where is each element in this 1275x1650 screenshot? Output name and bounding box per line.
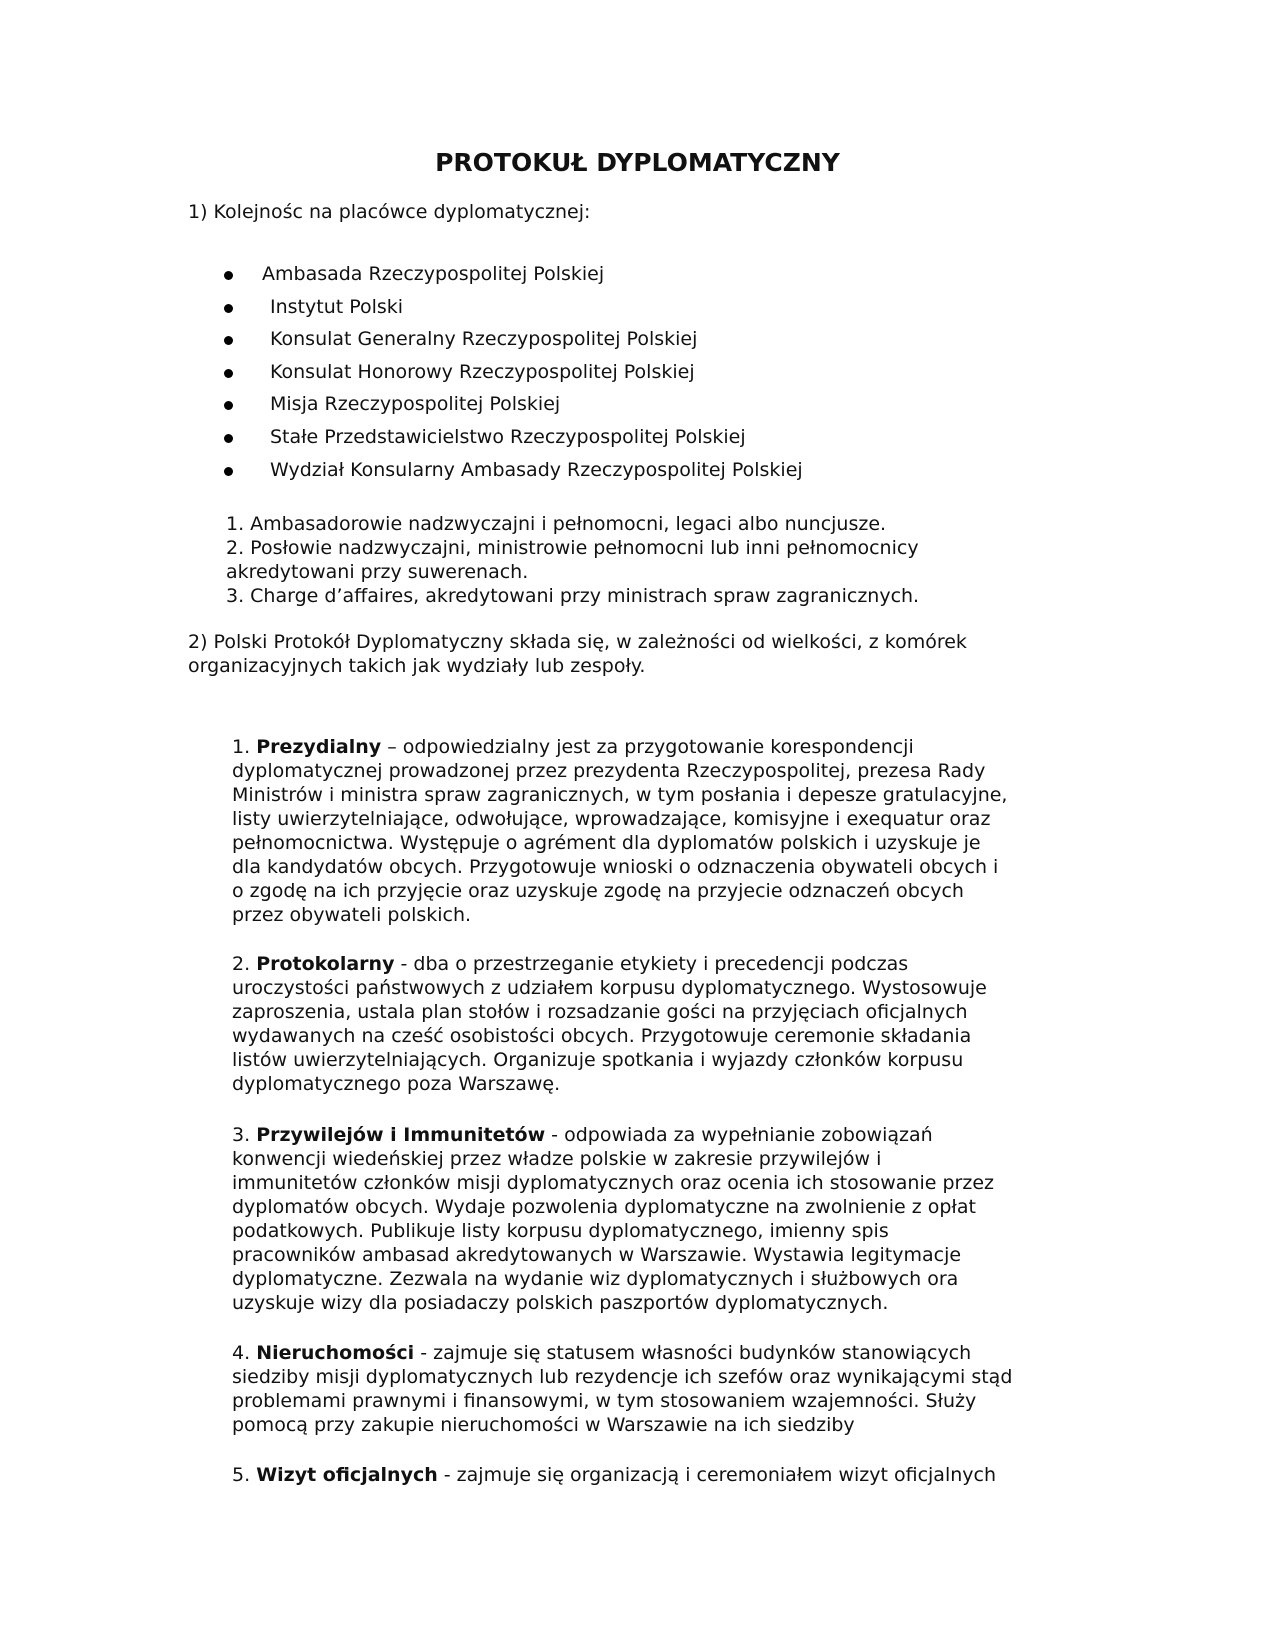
page-title: PROTOKUŁ DYPLOMATYCZNY	[435, 148, 840, 177]
bullet-icon	[224, 467, 233, 476]
numbered-line: akredytowani przy suwerenach.	[226, 561, 529, 583]
unit-protokolarny: 2. Protokolarny - dba o przestrzeganie etykiety i precedencji podczas uroczystości państwowych z udziałem korpusu dyplomatycznego. Wystosowuje zaproszenia, ustala plan stołów i rozsadzanie gości na przyjęciach oficjalnych wydawanych na cześć osobistości obcych. Przygotowuje ceremonie składania listów uwierzytelniających. Organizuje spotkania i wyjazdy członków korpusu dyplomatycznego poza Warszawę.	[232, 953, 987, 1095]
intro-line: 2) Polski Protokół Dyplomatyczny składa się, w zależności od wielkości, z komórek	[188, 631, 967, 653]
section1-heading: 1) Kolejnośc na placówce dyplomatycznej:	[188, 201, 591, 223]
bullet-icon	[224, 336, 233, 345]
unit-name: Nieruchomości	[256, 1342, 415, 1364]
bullet-icon	[224, 271, 233, 280]
unit-nieruchomosci: 4. Nieruchomości - zajmuje się statusem własności budynków stanowiących siedziby misji dyplomatycznych lub rezydencje ich szefów oraz wynikającymi stąd problemami prawnymi i finansowymi, w tym stosowaniem wzajemności. Służy pomocą przy zakupie nieruchomości w Warszawie na ich siedziby	[232, 1342, 1013, 1436]
intro-line: organizacyjnych takich jak wydziały lub zespoły.	[188, 655, 646, 677]
numbered-line: 2. Posłowie nadzwyczajni, ministrowie pełnomocni lub inni pełnomocnicy	[226, 537, 919, 559]
unit-name: Prezydialny	[256, 736, 382, 758]
document-page: PROTOKUŁ DYPLOMATYCZNY 1) Kolejnośc na placówce dyplomatycznej: Ambasada Rzeczypospolitej Polskiej Instytut Polski Konsulat Generalny Rzeczypospolitej Polskiej Konsulat Honorowy Rzeczypospolitej Polskiej Misja Rzeczypospolitej Polskiej Stałe Przedstawicielstwo Rzeczypospolitej Polskiej Wydział Konsularny Ambasady Rzeczypospolitej Polskiej 1. Ambasadorowie nadzwyczajni i pełnomocni, legaci albo nuncjusze. 2. Posłowie nadzwyczajni, ministrowie pełnomocni lub inni pełnomocnicy akredytowani przy suwerenach. 3. Charge d’affaires, akredytowani przy ministrach spraw zagranicznych. 2) Polski Protokół Dyplomatyczny składa się, w zależności od wielkości, z komórek organizacyjnych takich jak wydziały lub zespoły. 1. Prezydialny – odpowiedzialny jest za przygotowanie korespondencji dyplomatycznej prowadzonej przez prezydenta Rzeczypospolitej, prezesa Rady Ministrów i ministra spraw zagranicznych, w tym posłania i depesze gratulacyjne, listy uwierzytelniające, odwołujące, wprowadzające, komisyjne i exequatur oraz pełnomocnictwa. Występuje o agrément dla dyplomatów polskich i uzyskuje je dla kandydatów obcych. Przygotowuje wnioski o odznaczenia obywateli obcych i o zgodę na ich przyjęcie oraz uzyskuje zgodę na przyjecie odznaczeń obcych przez obywateli polskich. 2. Protokolarny - dba o przestrzeganie etykiety i precedencji podczas uroczystości państwowych z udziałem korpusu dyplomatycznego. Wystosowuje zaproszenia, ustala plan stołów i rozsadzanie gości na przyjęciach oficjalnych wydawanych na cześć osobistości obcych. Przygotowuje ceremonie składania listów uwierzytelniających. Organizuje spotkania i wyjazdy członków korpusu dyplomatycznego poza Warszawę. 3. Przywilejów i Immunitetów - odpowiada za wypełnianie zobowiązań konwencji wiedeńskiej przez władze polskie w zakresie przywilejów i immunitetów członków misji dyplomatycznych oraz ocenia ich stosowanie przez dyplomatów obcych. Wydaje pozwolenia dyplomatyczne na zwolnienie z opłat podatkowych. Publikuje listy korpusu dyplomatycznego, imienny spis pracowników ambasad akredytowanych w Warszawie. Wystawia legitymacje dyplomatyczne. Zezwala na wydanie wiz dyplomatycznych i służbowych ora uzyskuje wizy dla posiadaczy polskich paszportów dyplomatycznych. 4. Nieruchomości - zajmuje się statusem własności budynków stanowiących siedziby misji dyplomatycznych lub rezydencje ich szefów oraz wynikającymi stąd problemami prawnymi i finansowymi, w tym stosowaniem wzajemności. Służy pomocą przy zakupie nieruchomości w Warszawie na ich siedziby 5. Wizyt oficjalnych - zajmuje się organizacją i ceremoniałem wizyt oficjalnych	[0, 0, 1275, 1650]
unit-name: Protokolarny	[256, 953, 395, 975]
bullet-icon	[224, 434, 233, 443]
bullet-icon	[224, 401, 233, 410]
bullet-icon	[224, 369, 233, 378]
numbered-list	[226, 512, 1066, 608]
bullet-icon	[224, 304, 233, 313]
section2-intro	[188, 630, 1068, 678]
unit-przywilejow-i-immunitetow: 3. Przywilejów i Immunitetów - odpowiada za wypełnianie zobowiązań konwencji wiedeńskiej przez władze polskie w zakresie przywilejów i immunitetów członków misji dyplomatycznych oraz ocenia ich stosowanie przez dyplomatów obcych. Wydaje pozwolenia dyplomatyczne na zwolnienie z opłat podatkowych. Publikuje listy korpusu dyplomatycznego, imienny spis pracowników ambasad akredytowanych w Warszawie. Wystawia legitymacje dyplomatyczne. Zezwala na wydanie wiz dyplomatycznych i służbowych ora uzyskuje wizy dla posiadaczy polskich paszportów dyplomatycznych.	[232, 1124, 994, 1314]
unit-prezydialny: 1. Prezydialny – odpowiedzialny jest za przygotowanie korespondencji dyplomatycznej prowadzonej przez prezydenta Rzeczypospolitej, prezesa Rady Ministrów i ministra spraw zagranicznych, w tym posłania i depesze gratulacyjne, listy uwierzytelniające, odwołujące, wprowadzające, komisyjne i exequatur oraz pełnomocnictwa. Występuje o agrément dla dyplomatów polskich i uzyskuje je dla kandydatów obcych. Przygotowuje wnioski o odznaczenia obywateli obcych i o zgodę na ich przyjęcie oraz uzyskuje zgodę na przyjecie odznaczeń obcych przez obywateli polskich.	[232, 736, 1008, 926]
numbered-line: 1. Ambasadorowie nadzwyczajni i pełnomocni, legaci albo nuncjusze.	[226, 513, 887, 535]
unit-name: Przywilejów i Immunitetów	[256, 1124, 546, 1146]
numbered-line: 3. Charge d’affaires, akredytowani przy ministrach spraw zagranicznych.	[226, 585, 920, 607]
unit-wizyt-oficjalnych: 5. Wizyt oficjalnych - zajmuje się organizacją i ceremoniałem wizyt oficjalnych	[232, 1464, 997, 1486]
unit-name: Wizyt oficjalnych	[256, 1464, 438, 1486]
